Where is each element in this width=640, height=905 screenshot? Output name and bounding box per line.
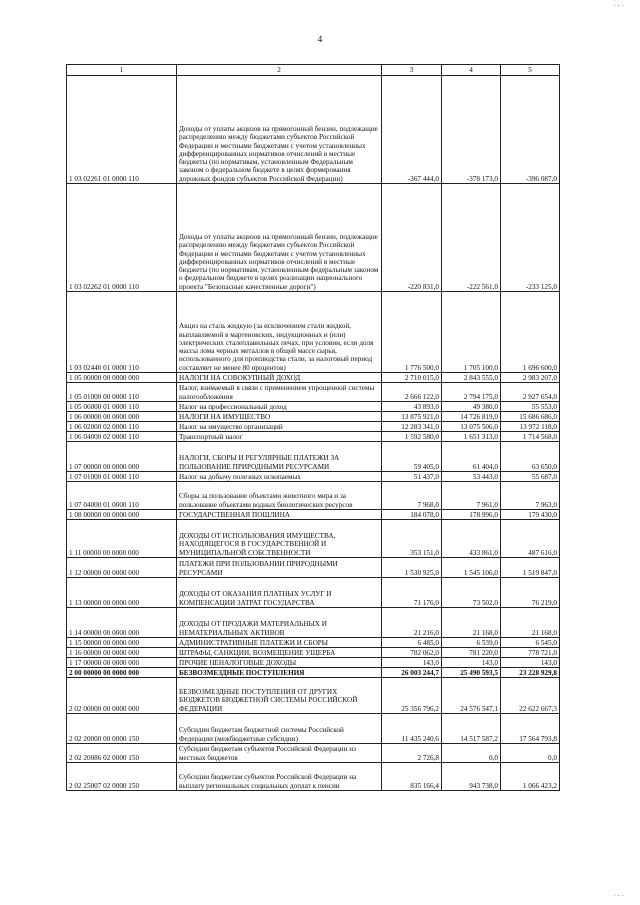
- row-value-col3: 13 875 921,0: [382, 412, 442, 422]
- row-value-col3: 2 726,8: [382, 744, 442, 763]
- row-value-col3: 12 283 341,0: [382, 422, 442, 432]
- row-value-col3: 6 485,0: [382, 638, 442, 648]
- row-value-col4: 781 220,0: [442, 648, 501, 658]
- row-code-cell: 1 06 00000 00 0000 000: [67, 412, 177, 422]
- row-code-cell: 1 07 04000 01 0000 110: [67, 482, 177, 510]
- row-value-col5: 179 430,0: [501, 510, 560, 520]
- table-header-row: [67, 65, 560, 76]
- row-value-col5: 55 553,0: [501, 402, 560, 412]
- row-value-col4: 7 961,0: [442, 482, 501, 510]
- page-number: 4: [317, 34, 323, 44]
- table-row: [67, 432, 560, 442]
- table-row: [67, 412, 560, 422]
- row-value-col5: 7 963,0: [501, 482, 560, 510]
- table-row: [67, 578, 560, 608]
- row-code-cell: 1 15 00000 00 0000 000: [67, 638, 177, 648]
- table-row: [67, 442, 560, 472]
- row-value-col5: 76 219,0: [501, 578, 560, 608]
- row-value-col5: 0,0: [501, 744, 560, 763]
- row-code-cell: 2 00 00000 00 0000 000: [67, 668, 177, 678]
- budget-revenue-table: [66, 64, 560, 791]
- row-value-col4: 14 726 819,0: [442, 412, 501, 422]
- row-code-cell: 1 08 00000 00 0000 000: [67, 510, 177, 520]
- row-name-cell: Налог, взимаемый в связи с применением упрощенной системы налогообложения: [177, 383, 382, 402]
- row-value-col3: 1 776 500,0: [382, 292, 442, 373]
- table-row: [67, 520, 560, 558]
- row-name-cell: ДОХОДЫ ОТ ОКАЗАНИЯ ПЛАТНЫХ УСЛУГ И КОМПЕНСАЦИИ ЗАТРАТ ГОСУДАРСТВА: [177, 578, 382, 608]
- row-value-col5: 21 168,0: [501, 608, 560, 638]
- row-code-cell: 2 02 25007 02 0000 150: [67, 763, 177, 791]
- row-value-col3: 2 710 015,0: [382, 373, 442, 383]
- table-row: [67, 744, 560, 763]
- table-row: [67, 763, 560, 791]
- row-code-cell: 2 02 20086 02 0000 150: [67, 744, 177, 763]
- row-code-cell: 1 12 00000 00 0000 000: [67, 558, 177, 578]
- row-value-col4: 24 576 547,1: [442, 678, 501, 714]
- column-header-4: 4: [442, 65, 501, 76]
- row-value-col3: 43 893,0: [382, 402, 442, 412]
- row-value-col5: 15 686 686,0: [501, 412, 560, 422]
- row-value-col5: 17 564 793,8: [501, 714, 560, 744]
- row-name-cell: ШТРАФЫ, САНКЦИИ, ВОЗМЕЩЕНИЕ УЩЕРБА: [177, 648, 382, 658]
- table-row: [67, 472, 560, 482]
- row-code-cell: 1 17 00000 00 0000 000: [67, 658, 177, 668]
- corner-mark-top: · · ·: [613, 2, 624, 10]
- row-value-col4: 49 380,0: [442, 402, 501, 412]
- row-code-cell: 1 03 02261 01 0000 110: [67, 76, 177, 184]
- row-value-col5: 63 650,0: [501, 442, 560, 472]
- row-code-cell: 1 05 06000 01 0000 110: [67, 402, 177, 412]
- row-code-cell: 1 03 02440 01 0000 110: [67, 292, 177, 373]
- row-value-col4: 25 490 593,5: [442, 668, 501, 678]
- row-name-cell: БЕЗВОЗМЕЗДНЫЕ ПОСТУПЛЕНИЯ ОТ ДРУГИХ БЮДЖЕТОВ БЮДЖЕТНОЙ СИСТЕМЫ РОССИЙСКОЙ ФЕДЕРАЦИИ: [177, 678, 382, 714]
- row-value-col3: 11 435 240,6: [382, 714, 442, 744]
- row-name-cell: НАЛОГИ НА СОВОКУПНЫЙ ДОХОД: [177, 373, 382, 383]
- row-value-col3: 7 968,0: [382, 482, 442, 510]
- row-value-col5: 2 927 654,0: [501, 383, 560, 402]
- row-value-col4: 21 168,0: [442, 608, 501, 638]
- row-value-col4: 1 545 106,0: [442, 558, 501, 578]
- row-code-cell: 1 14 00000 00 0000 000: [67, 608, 177, 638]
- row-value-col4: 943 738,0: [442, 763, 501, 791]
- row-value-col3: 353 151,0: [382, 520, 442, 558]
- row-value-col5: -396 087,0: [501, 76, 560, 184]
- row-name-cell: Налог на профессиональный доход: [177, 402, 382, 412]
- row-value-col5: 55 687,0: [501, 472, 560, 482]
- table-row: [67, 422, 560, 432]
- table-row: [67, 668, 560, 678]
- row-value-col4: 178 996,0: [442, 510, 501, 520]
- row-name-cell: АДМИНИСТРАТИВНЫЕ ПЛАТЕЖИ И СБОРЫ: [177, 638, 382, 648]
- row-value-col4: 2 794 175,0: [442, 383, 501, 402]
- row-value-col3: 143,0: [382, 658, 442, 668]
- column-header-1: 1: [67, 65, 177, 76]
- corner-mark-bottom: · · ·: [613, 892, 624, 900]
- row-code-cell: 1 06 02000 02 0000 110: [67, 422, 177, 432]
- table-row: [67, 638, 560, 648]
- row-value-col4: 1 651 313,0: [442, 432, 501, 442]
- row-value-col5: 143,0: [501, 658, 560, 668]
- column-header-5: 5: [501, 65, 560, 76]
- row-value-col3: 2 666 122,0: [382, 383, 442, 402]
- table-row: [67, 608, 560, 638]
- row-value-col4: -378 173,0: [442, 76, 501, 184]
- row-value-col3: 51 437,0: [382, 472, 442, 482]
- row-code-cell: 1 13 00000 00 0000 000: [67, 578, 177, 608]
- row-code-cell: 1 07 00000 00 0000 000: [67, 442, 177, 472]
- row-code-cell: 1 06 04000 02 0000 110: [67, 432, 177, 442]
- row-name-cell: Субсидии бюджетам субъектов Российской Федерации на выплату региональных социальных доплат к пенсии: [177, 763, 382, 791]
- row-value-col3: 835 166,4: [382, 763, 442, 791]
- row-value-col4: 61 404,0: [442, 442, 501, 472]
- row-value-col3: 21 216,0: [382, 608, 442, 638]
- table-row: [67, 714, 560, 744]
- row-value-col4: 14 517 587,2: [442, 714, 501, 744]
- row-code-cell: 1 03 02262 01 0000 110: [67, 184, 177, 292]
- row-value-col4: 143,0: [442, 658, 501, 668]
- row-value-col3: 184 078,0: [382, 510, 442, 520]
- row-value-col5: 13 972 118,0: [501, 422, 560, 432]
- row-value-col5: 6 545,0: [501, 638, 560, 648]
- row-value-col3: -220 831,0: [382, 184, 442, 292]
- table-row: [67, 184, 560, 292]
- table-row: [67, 558, 560, 578]
- table-row: [67, 648, 560, 658]
- row-value-col5: 23 228 929,8: [501, 668, 560, 678]
- row-value-col5: 487 616,0: [501, 520, 560, 558]
- row-value-col5: 1 519 847,0: [501, 558, 560, 578]
- table-row: [67, 383, 560, 402]
- row-code-cell: 1 05 01000 00 0000 110: [67, 383, 177, 402]
- row-value-col3: 26 003 244,7: [382, 668, 442, 678]
- row-value-col5: 1 066 423,2: [501, 763, 560, 791]
- row-name-cell: БЕЗВОЗМЕЗДНЫЕ ПОСТУПЛЕНИЯ: [177, 668, 382, 678]
- row-value-col4: 6 539,0: [442, 638, 501, 648]
- row-code-cell: 1 05 00000 00 0000 000: [67, 373, 177, 383]
- row-name-cell: Субсидии бюджетам субъектов Российской Федерации из местных бюджетов: [177, 744, 382, 763]
- table-row: [67, 678, 560, 714]
- table-row: [67, 482, 560, 510]
- row-value-col5: 778 721,0: [501, 648, 560, 658]
- row-value-col3: 782 062,0: [382, 648, 442, 658]
- table-row: [67, 76, 560, 184]
- row-name-cell: Субсидии бюджетам бюджетной системы Российской Федерации (межбюджетные субсидии): [177, 714, 382, 744]
- table-row: [67, 373, 560, 383]
- row-name-cell: Налог на имущество организаций: [177, 422, 382, 432]
- row-name-cell: ДОХОДЫ ОТ ПРОДАЖИ МАТЕРИАЛЬНЫХ И НЕМАТЕРИАЛЬНЫХ АКТИВОВ: [177, 608, 382, 638]
- row-value-col3: 25 356 796,2: [382, 678, 442, 714]
- row-name-cell: ГОСУДАРСТВЕННАЯ ПОШЛИНА: [177, 510, 382, 520]
- row-value-col3: -367 444,0: [382, 76, 442, 184]
- row-value-col5: -233 125,0: [501, 184, 560, 292]
- row-value-col5: 2 983 207,0: [501, 373, 560, 383]
- row-name-cell: ДОХОДЫ ОТ ИСПОЛЬЗОВАНИЯ ИМУЩЕСТВА, НАХОДЯЩЕГОСЯ В ГОСУДАРСТВЕННОЙ И МУНИЦИПАЛЬНОЙ СОБСТВЕННОСТИ: [177, 520, 382, 558]
- row-value-col5: 1 696 600,0: [501, 292, 560, 373]
- row-value-col5: 22 622 667,3: [501, 678, 560, 714]
- row-code-cell: 1 16 00000 00 0000 000: [67, 648, 177, 658]
- row-value-col4: 2 843 555,0: [442, 373, 501, 383]
- row-value-col3: 71 176,0: [382, 578, 442, 608]
- row-name-cell: Налог на добычу полезных ископаемых: [177, 472, 382, 482]
- table-row: [67, 510, 560, 520]
- row-name-cell: Доходы от уплаты акцизов на прямогонный бензин, подлежащие распределению между бюджетами субъектов Российской Федерации и местными бюджетами с учетом установленных дифференцированных нормативов отчислений в местные бюджеты (по нормативам, установленным федеральным законом о федеральном бюджете в целях реализации национального проекта "Безопасные качественные дороги"): [177, 184, 382, 292]
- row-name-cell: Сборы за пользование объектами животного мира и за пользование объектами водных биологических ресурсов: [177, 482, 382, 510]
- row-value-col4: 53 443,0: [442, 472, 501, 482]
- row-value-col4: -222 561,0: [442, 184, 501, 292]
- table-row: [67, 658, 560, 668]
- row-value-col4: 0,0: [442, 744, 501, 763]
- row-name-cell: Транспортный налог: [177, 432, 382, 442]
- row-name-cell: НАЛОГИ, СБОРЫ И РЕГУЛЯРНЫЕ ПЛАТЕЖИ ЗА ПОЛЬЗОВАНИЕ ПРИРОДНЫМИ РЕСУРСАМИ: [177, 442, 382, 472]
- row-value-col4: 73 502,0: [442, 578, 501, 608]
- row-value-col4: 1 705 100,0: [442, 292, 501, 373]
- row-value-col4: 13 075 506,0: [442, 422, 501, 432]
- row-value-col3: 59 405,0: [382, 442, 442, 472]
- table-row: [67, 402, 560, 412]
- row-code-cell: 2 02 00000 00 0000 000: [67, 678, 177, 714]
- row-value-col4: 433 861,0: [442, 520, 501, 558]
- row-name-cell: ПРОЧИЕ НЕНАЛОГОВЫЕ ДОХОДЫ: [177, 658, 382, 668]
- row-name-cell: Доходы от уплаты акцизов на прямогонный бензин, подлежащие распределению между бюджетами субъектов Российской Федерации и местными бюджетами с учетом установленных дифференцированных нормативов отчислений в местные бюджеты (по нормативам, установленным Федеральным законом о федеральном бюджете в целях формирования дорожных фондов субъектов Российской Федерации): [177, 76, 382, 184]
- row-code-cell: 1 07 01000 01 0000 110: [67, 472, 177, 482]
- column-header-2: 2: [177, 65, 382, 76]
- row-code-cell: 1 11 00000 00 0000 000: [67, 520, 177, 558]
- row-name-cell: ПЛАТЕЖИ ПРИ ПОЛЬЗОВАНИИ ПРИРОДНЫМИ РЕСУРСАМИ: [177, 558, 382, 578]
- row-name-cell: НАЛОГИ НА ИМУЩЕСТВО: [177, 412, 382, 422]
- table-row: [67, 292, 560, 373]
- row-name-cell: Акциз на сталь жидкую (за исключением стали жидкой, выплавляемой в мартеновских, индукционных и (или) электрических сталеплавильных печах, при условии, если доля массы лома черных металлов в общей массе сырья, использованного для производства стали, за налоговый период составляет не менее 80 процентов): [177, 292, 382, 373]
- row-code-cell: 2 02 20000 00 0000 150: [67, 714, 177, 744]
- column-header-3: 3: [382, 65, 442, 76]
- row-value-col3: 1 530 925,0: [382, 558, 442, 578]
- row-value-col5: 1 714 568,0: [501, 432, 560, 442]
- row-value-col3: 1 592 580,0: [382, 432, 442, 442]
